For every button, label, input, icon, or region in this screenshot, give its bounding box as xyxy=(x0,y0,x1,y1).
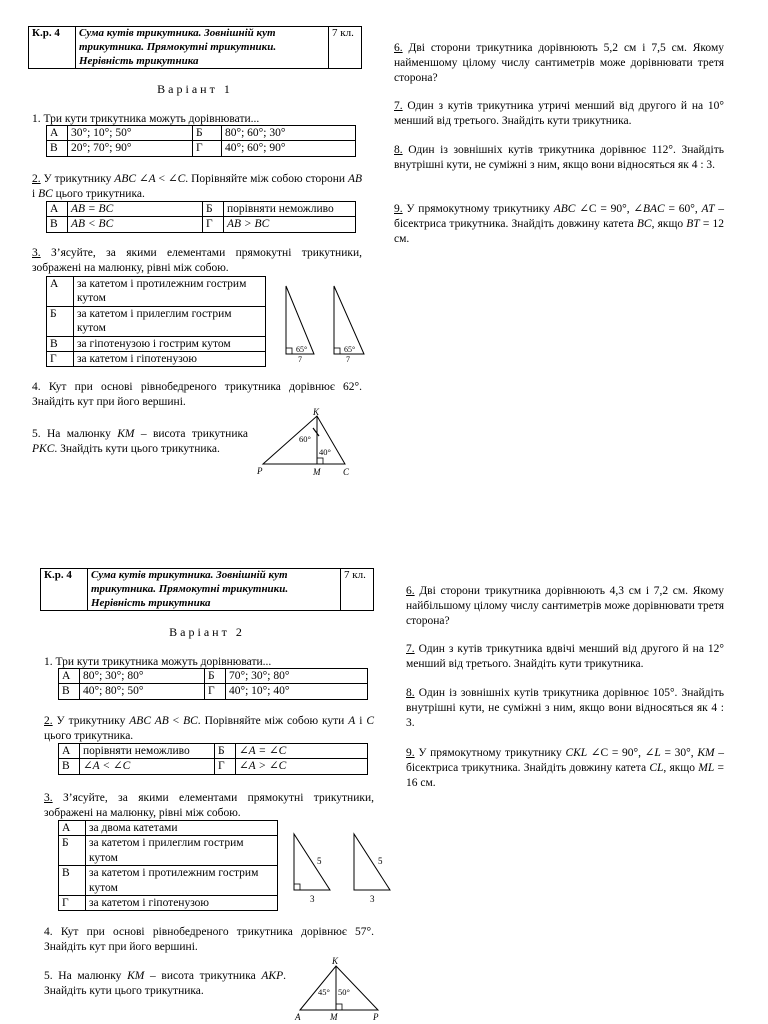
option-letter: А xyxy=(59,669,80,684)
table-row xyxy=(47,277,266,307)
option-letter: Б xyxy=(203,202,224,217)
v1-header-code: К.р. 4 xyxy=(29,27,76,69)
v2-question-6 xyxy=(406,584,724,629)
text: ML xyxy=(698,761,715,774)
option-value[interactable]: порівняти неможливо xyxy=(224,202,356,217)
option-value[interactable]: за двома катетами xyxy=(86,821,278,836)
text: ABC xyxy=(553,203,576,215)
text: C xyxy=(366,715,374,727)
text: BC xyxy=(38,187,53,200)
right-triangle-1 xyxy=(286,286,314,364)
option-value[interactable]: 40°; 10°; 40° xyxy=(226,684,368,699)
option-value[interactable]: AB < BC xyxy=(71,218,114,231)
vertex-label: M xyxy=(330,1012,338,1022)
v2-question-7 xyxy=(406,642,724,672)
option-letter: В xyxy=(47,217,68,232)
v1-question-5 xyxy=(32,427,248,457)
option-value[interactable]: за гіпотенузою і гострим кутом xyxy=(74,336,266,351)
option-letter: Г xyxy=(47,351,74,366)
option-value[interactable]: за катетом і протилежним гострим кутом xyxy=(86,866,278,896)
v1-question-8 xyxy=(394,143,724,173)
text: На малюнку xyxy=(40,428,118,440)
option-value[interactable]: за катетом і гіпотенузою xyxy=(86,895,278,910)
text: KM xyxy=(117,428,135,440)
option-letter: А xyxy=(59,744,80,759)
text: , якщо xyxy=(651,217,687,230)
table-row xyxy=(59,744,368,759)
side-label: 3 xyxy=(370,894,375,904)
v2-q4-text: 4. Кут при основі рівнобедреного трикутника дорівнює 57°. Знайдіть кут при його вершині. xyxy=(44,926,374,953)
v2-q2-options xyxy=(58,743,368,775)
table-row xyxy=(59,821,278,836)
option-value[interactable]: 30°; 10°; 50° xyxy=(68,126,193,141)
angle-label: 50° xyxy=(338,987,350,997)
right-triangle-2 xyxy=(354,834,390,904)
v2-q5-figure xyxy=(292,954,388,1024)
text: KM xyxy=(127,970,145,982)
v2-question-3 xyxy=(44,791,374,821)
option-letter: В xyxy=(59,684,80,699)
text: PKC xyxy=(32,442,55,455)
option-letter: Г xyxy=(205,684,226,699)
table-row xyxy=(59,895,278,910)
text: < xyxy=(168,715,184,727)
v1-variant-title: Варіант 1 xyxy=(157,82,233,96)
text: . Знайдіть кути цього трикутника. xyxy=(54,442,220,455)
v2-header-code: К.р. 4 xyxy=(41,569,88,611)
text: 6. xyxy=(394,42,403,54)
v2-question-2 xyxy=(44,714,374,744)
text: ∠L xyxy=(644,747,661,759)
option-letter: Б xyxy=(205,669,226,684)
text: 9. xyxy=(394,203,403,215)
text: A xyxy=(348,715,356,727)
option-value[interactable]: AB = BC xyxy=(71,203,114,215)
v2-variant-title: Варіант 2 xyxy=(169,625,245,639)
text: CKL xyxy=(565,747,588,759)
text: 2. xyxy=(44,715,53,727)
text: 8. xyxy=(406,687,415,699)
table-row xyxy=(59,669,368,684)
v1-q3-number: 3. xyxy=(32,247,41,259)
angle-label: 40° xyxy=(319,447,331,457)
table-row xyxy=(59,759,368,774)
text: = 16 см. xyxy=(406,761,724,789)
table-row xyxy=(47,336,266,351)
option-value[interactable]: 40°; 80°; 50° xyxy=(80,684,205,699)
text: Один із зовнішніх кутів трикутника дорівнює 105°. Знайдіть внутрішні кути, не суміжні з ним, якщо вони відносяться як 4 : 3. xyxy=(406,687,724,729)
v1-q3-options xyxy=(46,276,266,367)
text: – висота трикутника xyxy=(144,970,262,982)
text: У трикутнику xyxy=(40,173,115,185)
text: – бісектриса трикутника. Знайдіть довжину катета xyxy=(406,747,725,774)
v2-question-5 xyxy=(44,969,286,999)
option-value[interactable]: 40°; 60°; 90° xyxy=(222,141,356,156)
text: 7. xyxy=(406,643,415,655)
vertex-label: A xyxy=(295,1012,301,1022)
text: < xyxy=(155,173,168,185)
option-value[interactable]: за катетом і прилеглим гострим кутом xyxy=(86,836,278,866)
option-letter: В xyxy=(47,336,74,351)
text: = 12 см. xyxy=(394,217,724,245)
text: ∠C xyxy=(167,173,186,185)
table-row xyxy=(59,684,368,699)
v2-header-grade: 7 кл. xyxy=(341,569,374,611)
side-label: 7 xyxy=(346,355,350,364)
side-label: 3 xyxy=(310,894,315,904)
text: CL xyxy=(649,761,664,774)
v2-header xyxy=(40,568,374,611)
text: – висота трикутника xyxy=(134,428,248,440)
option-value[interactable]: порівняти неможливо xyxy=(80,744,215,759)
text: цього трикутника. xyxy=(44,729,134,742)
v2-q1-number: 1. xyxy=(44,656,53,668)
option-value[interactable]: за катетом і протилежним гострим кутом xyxy=(74,277,266,307)
option-value[interactable]: за катетом і прилеглим гострим кутом xyxy=(74,306,266,336)
angle-label: 65° xyxy=(344,345,356,354)
v1-header xyxy=(28,26,362,69)
side-label: 7 xyxy=(298,355,302,364)
text: і xyxy=(32,187,39,200)
v2-question-8 xyxy=(406,686,724,731)
v2-question-4 xyxy=(44,925,374,955)
v1-q2-number: 2. xyxy=(32,173,41,185)
angle-label: 60° xyxy=(299,434,311,444)
v2-question-9 xyxy=(406,746,724,791)
table-row xyxy=(47,351,266,366)
text: ∠A xyxy=(138,173,156,185)
option-value[interactable]: за катетом і гіпотенузою xyxy=(74,351,266,366)
option-value[interactable]: 70°; 30°; 80° xyxy=(226,669,368,684)
angle-label: 45° xyxy=(318,987,330,997)
text: У трикутнику xyxy=(52,715,130,727)
option-letter: А xyxy=(59,821,86,836)
text: ∠C = 90°, xyxy=(575,203,634,215)
text: Один із зовнішніх кутів трикутника дорівнює 112°. Знайдіть внутрішні кути, не суміжні з ним, якщо вони відносяться як 4 : 3. xyxy=(394,144,724,171)
text: 5. xyxy=(32,428,41,440)
v1-header-title: Сума кутів трикутника. Зовнішній кут трикутника. Прямокутні трикутники. Нерівність трикутника xyxy=(76,27,329,69)
option-value[interactable]: 20°; 70°; 90° xyxy=(68,141,193,156)
option-value[interactable]: 80°; 60°; 30° xyxy=(222,126,356,141)
text: AB xyxy=(347,173,362,185)
text: BT xyxy=(686,217,700,230)
text: З’ясуйте, за якими елементами прямокутні трикутники, зображені на малюнку, рівні між собою. xyxy=(44,792,374,819)
text: Дві сторони трикутника дорівнюють 4,3 см і 7,2 см. Якому найбільшому цілому числу сантиметрів може дорівнювати третя сторона? xyxy=(406,585,724,627)
text: . Порівняйте між собою кути xyxy=(197,715,349,727)
text: BC xyxy=(636,217,652,230)
v1-question-3 xyxy=(32,246,362,276)
vertex-label: P xyxy=(257,466,263,476)
option-letter: Г xyxy=(215,759,236,774)
option-letter: Б xyxy=(193,126,222,141)
option-letter: Б xyxy=(59,836,86,866)
text: , якщо xyxy=(663,761,699,774)
v2-header-title: Сума кутів трикутника. Зовнішній кут трикутника. Прямокутні трикутники. Нерівність трикутника xyxy=(88,569,341,611)
table-row xyxy=(47,126,356,141)
vertex-label: P xyxy=(373,1012,379,1022)
text: BC xyxy=(183,715,198,727)
text: 7. xyxy=(394,100,403,112)
text: = 30°, xyxy=(660,747,698,759)
v1-question-2 xyxy=(32,172,362,202)
v2-q1-text: Три кути трикутника можуть дорівнювати... xyxy=(55,656,272,668)
vertex-label: C xyxy=(343,467,350,477)
v1-q1-number: 1. xyxy=(32,113,41,125)
option-value[interactable]: ∠A = ∠C xyxy=(239,745,287,757)
v1-q1-text: Три кути трикутника можуть дорівнювати... xyxy=(43,113,260,125)
text: і xyxy=(355,715,367,727)
text: – бісектриса трикутника. Знайдіть довжину катета xyxy=(394,203,725,230)
text: AT xyxy=(701,203,715,215)
angle-label: 65° xyxy=(296,345,308,354)
text: . Знайдіть кути цього трикутника. xyxy=(44,970,286,997)
v2-q3-options xyxy=(58,820,278,911)
v1-question-9 xyxy=(394,202,724,247)
option-letter: А xyxy=(47,126,68,141)
table-row xyxy=(47,202,356,217)
v1-q4-text: 4. Кут при основі рівнобедреного трикутника дорівнює 62°. Знайдіть кут при його вершині. xyxy=(32,381,362,408)
text: 6. xyxy=(406,585,415,597)
option-letter: Б xyxy=(47,306,74,336)
text: У прямокутному трикутнику xyxy=(414,747,566,759)
table-row xyxy=(47,306,266,336)
right-triangle-2 xyxy=(334,286,364,364)
text: . Порівняйте між собою сторони xyxy=(185,173,348,185)
option-letter: А xyxy=(47,277,74,307)
text: Один з кутів трикутника вдвічі менший від другого й на 12° менший від третього. Знайдіть кути трикутника. xyxy=(406,643,724,670)
option-letter: В xyxy=(47,141,68,156)
side-label: 5 xyxy=(378,856,383,866)
option-value[interactable]: AB > BC xyxy=(227,218,270,231)
text: ABC xyxy=(114,173,137,185)
vertex-label: M xyxy=(313,467,321,477)
v1-header-grade: 7 кл. xyxy=(329,27,362,69)
text: ∠C = 90°, xyxy=(587,747,645,759)
v2-q1-options xyxy=(58,668,368,700)
option-letter: В xyxy=(59,866,86,896)
v1-q1-options xyxy=(46,125,356,157)
v1-question-6 xyxy=(394,41,724,86)
text: На малюнку xyxy=(52,970,128,982)
v1-q5-figure xyxy=(255,406,355,478)
text: цього трикутника. xyxy=(52,187,145,200)
option-value[interactable]: ∠A < ∠C xyxy=(83,760,131,773)
side-label: 5 xyxy=(317,856,322,866)
text: Дві сторони трикутника дорівнюють 5,2 см і 7,5 см. Якому найменшому цілому числу сантиметрів може дорівнювати третя сторона? xyxy=(394,42,724,84)
text: = 60°, xyxy=(664,203,702,215)
text: Один з кутів трикутника утричі менший від другого й на 10° менший від третього. Знайдіть кути трикутника. xyxy=(394,100,724,127)
v1-q3-figure xyxy=(278,282,370,364)
vertex-label: K xyxy=(313,407,320,417)
text: AKP xyxy=(261,970,284,982)
right-triangle-1 xyxy=(294,834,330,904)
option-letter: Г xyxy=(193,141,222,156)
text: KM xyxy=(697,747,715,759)
option-value[interactable]: ∠A > ∠C xyxy=(239,760,287,773)
option-letter: Г xyxy=(59,895,86,910)
text: 5. xyxy=(44,970,53,982)
table-row xyxy=(59,836,278,866)
option-letter: А xyxy=(47,202,68,217)
v1-q3-text: З’ясуйте, за якими елементами прямокутні трикутники, зображені на малюнку, рівні між собою. xyxy=(32,247,362,274)
option-letter: Г xyxy=(203,217,224,232)
option-letter: Б xyxy=(215,744,236,759)
table-row xyxy=(47,141,356,156)
text: ABC AB xyxy=(129,715,169,727)
table-row xyxy=(59,866,278,896)
text: 9. xyxy=(406,747,415,759)
table-row xyxy=(47,217,356,232)
option-value[interactable]: 80°; 30°; 80° xyxy=(80,669,205,684)
option-letter: В xyxy=(59,759,80,774)
text: 8. xyxy=(394,144,403,156)
v1-q2-options xyxy=(46,201,356,233)
v2-q3-figure xyxy=(286,830,396,908)
text: У прямокутному трикутнику xyxy=(402,203,554,215)
vertex-label: K xyxy=(332,956,339,966)
v1-question-7 xyxy=(394,99,724,129)
text: 3. xyxy=(44,792,53,804)
text: ∠BAC xyxy=(633,203,665,215)
